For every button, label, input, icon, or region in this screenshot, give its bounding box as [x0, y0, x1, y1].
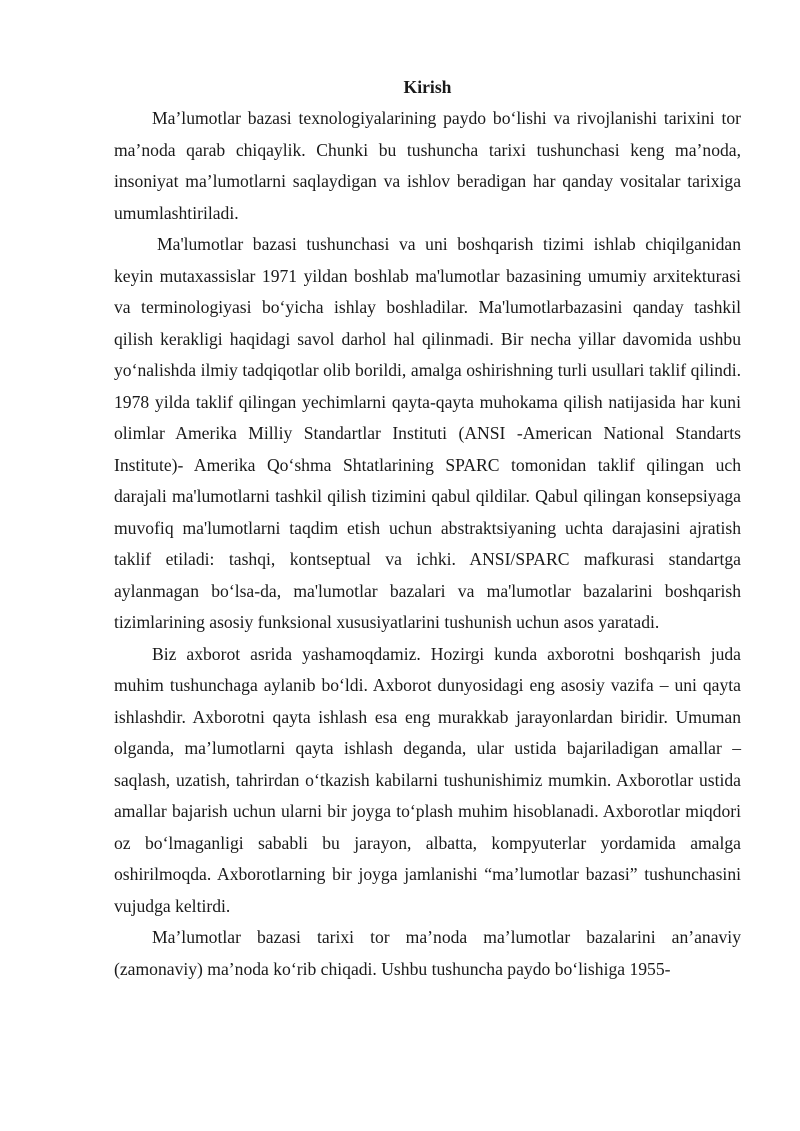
paragraph-2: Ma'lumotlar bazasi tushunchasi va uni boshqarish tizimi ishlab chiqilganidan keyin mutaxassislar 1971 yildan boshlab ma'lumotlar bazasining umumiy arxitekturasi va terminologiyasi bo‘yicha ishlay boshladilar. Ma'lumotlarbazasini qanday tashkil qilish kerakligi haqidagi savol darhol hal qilinmadi. Bir necha yillar davomida ushbu yo‘nalishda ilmiy tadqiqotlar olib borildi, amalga oshirishning turli usullari taklif qilindi. 1978 yilda taklif qilingan yechimlarni qayta-qayta muhokama qilish natijasida har kuni olimlar Amerika Milliy Standartlar Instituti (ANSI -American National Standarts Institute)- Amerika Qo‘shma Shtatlarining SPARC tomonidan taklif qilingan uch darajali ma'lumotlarni tashkil qilish tizimini qabul qildilar. Qabul qilingan konsepsiyaga muvofiq ma'lumotlarni taqdim etish uchun abstraktsiyaning uchta darajasini ajratish taklif etiladi: tashqi, kontseptual va ichki. ANSI/SPARC mafkurasi standartga aylanmagan bo‘lsa-da, ma'lumotlar bazalari va ma'lumotlar bazalarini boshqarish tizimlarining asosiy funksional xususiyatlarini tushunish uchun asos yaratadi.	[114, 234, 741, 632]
document-body	[114, 72, 741, 985]
paragraph-1: Ma’lumotlar bazasi texnologiyalarining paydo bo‘lishi va rivojlanishi tarixini tor ma’noda qarab chiqaylik. Chunki bu tushuncha tarixi tushunchasi keng ma’noda, insoniyat ma’lumotlarni saqlaydigan va ishlov beradigan har qanday vositalar tarixiga umumlashtiriladi.	[114, 108, 741, 223]
paragraph-4: Ma’lumotlar bazasi tarixi tor ma’noda ma’lumotlar bazalarini an’anaviy (zamonaviy) ma’noda ko‘rib chiqadi. Ushbu tushuncha paydo bo‘lishiga 1955-	[114, 927, 741, 979]
section-title: Kirish	[403, 77, 452, 97]
paragraph-3: Biz axborot asrida yashamoqdamiz. Hozirgi kunda axborotni boshqarish juda muhim tushunchaga aylanib bo‘ldi. Axborot dunyosidagi eng asosiy vazifa – uni qayta ishlashdir. Axborotni qayta ishlash esa eng murakkab jarayonlardan biridir. Umuman olganda, ma’lumotlarni qayta ishlash deganda, ular ustida bajariladigan amallar – saqlash, uzatish, tahrirdan o‘tkazish kabilarni tushunishimiz mumkin. Axborotlar ustida amallar bajarish uchun ularni bir joyga to‘plash muhim hisoblanadi. Axborotlar miqdori oz bo‘lmaganligi sababli bu jarayon, albatta, kompyuterlar yordamida amalga oshirilmoqda. Axborotlarning bir joyga jamlanishi “ma’lumotlar bazasi” tushunchasini vujudga keltirdi.	[114, 643, 741, 916]
